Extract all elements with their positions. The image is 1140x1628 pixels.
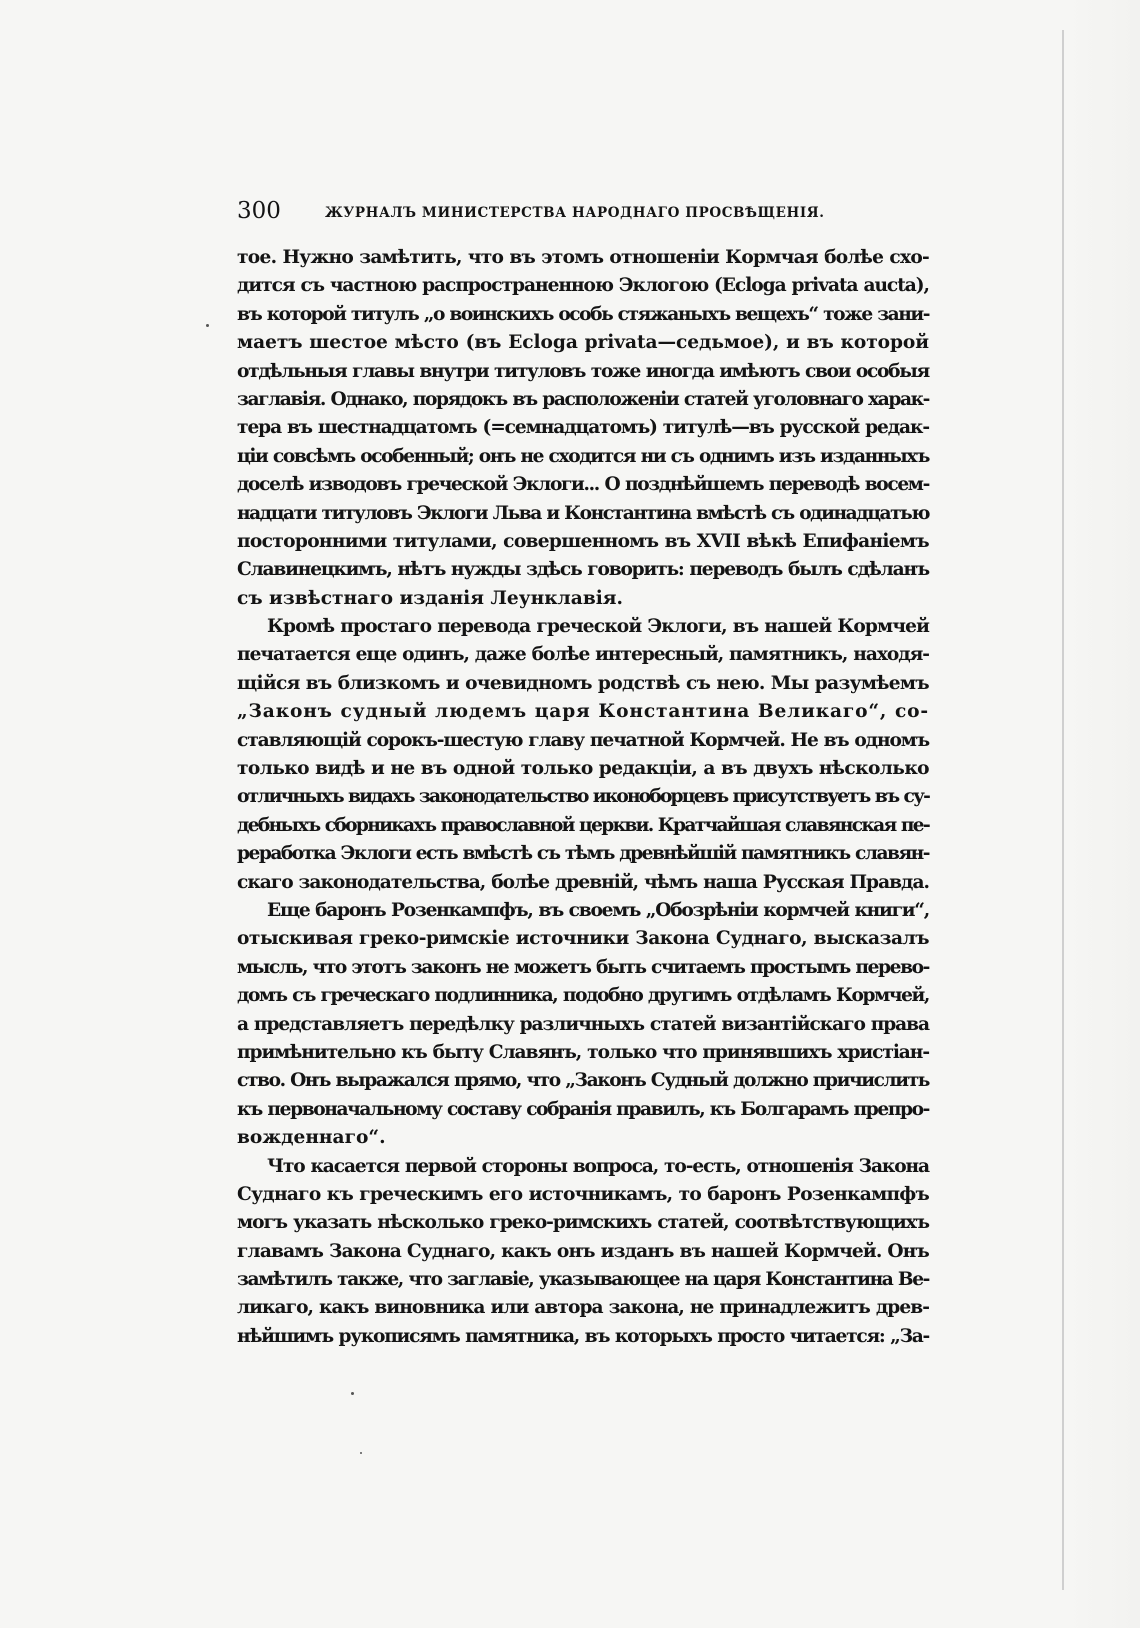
- text-line: доселѣ изводовъ греческой Эклоги... О позднѣйшемъ переводѣ восем-: [237, 474, 929, 496]
- text-line: главамъ Закона Суднаго, какъ онъ изданъ въ нашей Кормчей. Онъ: [237, 1240, 929, 1262]
- text-line: замѣтилъ также, что заглавіе, указывающее на царя Константина Ве-: [237, 1269, 929, 1291]
- body-text: [237, 244, 929, 1351]
- text-line: тое. Нужно замѣтить, что въ этомъ отношеніи Кормчая болѣе схо-: [237, 247, 929, 268]
- journal-title: ЖУРНАЛЪ МИНИСТЕРСТВА НАРОДНАГО ПРОСВѢЩЕНІЯ.: [325, 205, 825, 221]
- print-speck: [351, 1392, 354, 1395]
- paragraph-first-line: Кромѣ простаго перевода греческой Эклоги, въ нашей Кормчей: [267, 616, 929, 638]
- text-line: отыскивая греко-римскіе источники Закона Суднаго, высказалъ: [237, 928, 929, 950]
- text-line: дится съ частною распространенною Эклогою (Ecloga privata aucta),: [237, 275, 929, 297]
- text-line: отдѣльныя главы внутри титуловъ тоже иногда имѣютъ свои особыя: [237, 360, 929, 382]
- text-line: печатается еще одинъ, даже болѣе интересный, памятникъ, находя-: [237, 644, 929, 666]
- text-line: мысль, что этотъ законъ не можетъ быть считаемъ простымъ перево-: [237, 956, 929, 978]
- page-edge-shade: [1064, 0, 1140, 1628]
- text-line: дебныхъ сборникахъ православной церкви. Кратчайшая славянская пе-: [237, 814, 929, 836]
- text-line: Славинецкимъ, нѣтъ нужды здѣсь говорить: переводъ былъ сдѣланъ: [237, 559, 929, 581]
- text-line: маетъ шестое мѣсто (въ Ecloga privata—седьмое), и въ которой: [237, 332, 929, 354]
- paragraph-first-line: Еще баронъ Розенкампфъ, въ своемъ „Обозрѣніи кормчей книги“,: [267, 899, 929, 921]
- text-line: только видѣ и не въ одной только редакціи, а въ двухъ нѣсколько: [237, 758, 929, 780]
- text-line: отличныхъ видахъ законодательство иконоборцевъ присутствуетъ въ су-: [237, 786, 929, 808]
- text-line: ство. Онъ выражался прямо, что „Законъ Судный должно причислить: [237, 1070, 929, 1092]
- print-speck: [206, 324, 209, 327]
- print-speck: [360, 1452, 362, 1454]
- text-line: домъ съ греческаго подлинника, подобно другимъ отдѣламъ Кормчей,: [237, 985, 929, 1007]
- text-line: реработка Эклоги есть вмѣстѣ съ тѣмъ древнѣйшій памятникъ славян-: [237, 843, 929, 865]
- text-line: заглавія. Однако, порядокъ въ расположеніи статей уголовнаго харак-: [237, 388, 929, 410]
- text-line: „Законъ судный людемъ царя Константина Великаго“, со-: [237, 701, 929, 723]
- text-line: къ первоначальному составу собранія правилъ, къ Болгарамъ препро-: [237, 1098, 929, 1120]
- text-line: нѣйшимъ рукописямъ памятника, въ которыхъ просто читается: „За-: [237, 1325, 929, 1347]
- text-line: могъ указать нѣсколько греко-римскихъ статей, соотвѣтствующихъ: [237, 1212, 929, 1234]
- text-line: надцати титуловъ Эклоги Льва и Константина вмѣстѣ съ одинадцатью: [237, 502, 929, 524]
- text-line: вожденнаго“.: [237, 1127, 386, 1149]
- text-line: ликаго, какъ виновника или автора закона, не принадлежитъ древ-: [237, 1297, 929, 1319]
- text-line: посторонними титулами, совершенномъ въ XVII вѣкѣ Епифаніемъ: [237, 530, 929, 552]
- text-line: ставляющій сорокъ-шестую главу печатной Кормчей. Не въ одномъ: [237, 729, 929, 751]
- text-line: съ извѣстнаго изданія Леунклавія.: [237, 587, 624, 609]
- text-line: въ которой титулъ „о воинскихъ особь стяжаныхъ вещехъ“ тоже зани-: [237, 303, 929, 325]
- text-line: тера въ шестнадцатомъ (=семнадцатомъ) титулѣ—въ русской редак-: [237, 417, 929, 439]
- text-line: ціи совсѣмъ особенный; онъ не сходится ни съ однимъ изъ изданныхъ: [237, 445, 929, 467]
- text-line: щійся въ близкомъ и очевидномъ родствѣ съ нею. Мы разумѣемъ: [237, 672, 929, 694]
- text-line: а представляетъ передѣлку различныхъ статей византійскаго права: [237, 1013, 929, 1035]
- page-number: 300: [237, 198, 281, 224]
- text-line: скаго законодательства, болѣе древній, чѣмъ наша Русская Правда.: [237, 871, 929, 893]
- paragraph-first-line: Что касается первой стороны вопроса, то-есть, отношенія Закона: [267, 1155, 929, 1177]
- text-line: Суднаго къ греческимъ его источникамъ, то баронъ Розенкампфъ: [237, 1183, 929, 1205]
- binding-edge-line: [1062, 30, 1064, 1590]
- text-line: примѣнительно къ быту Славянъ, только что принявшихъ христіан-: [237, 1041, 929, 1063]
- running-head: [237, 198, 837, 232]
